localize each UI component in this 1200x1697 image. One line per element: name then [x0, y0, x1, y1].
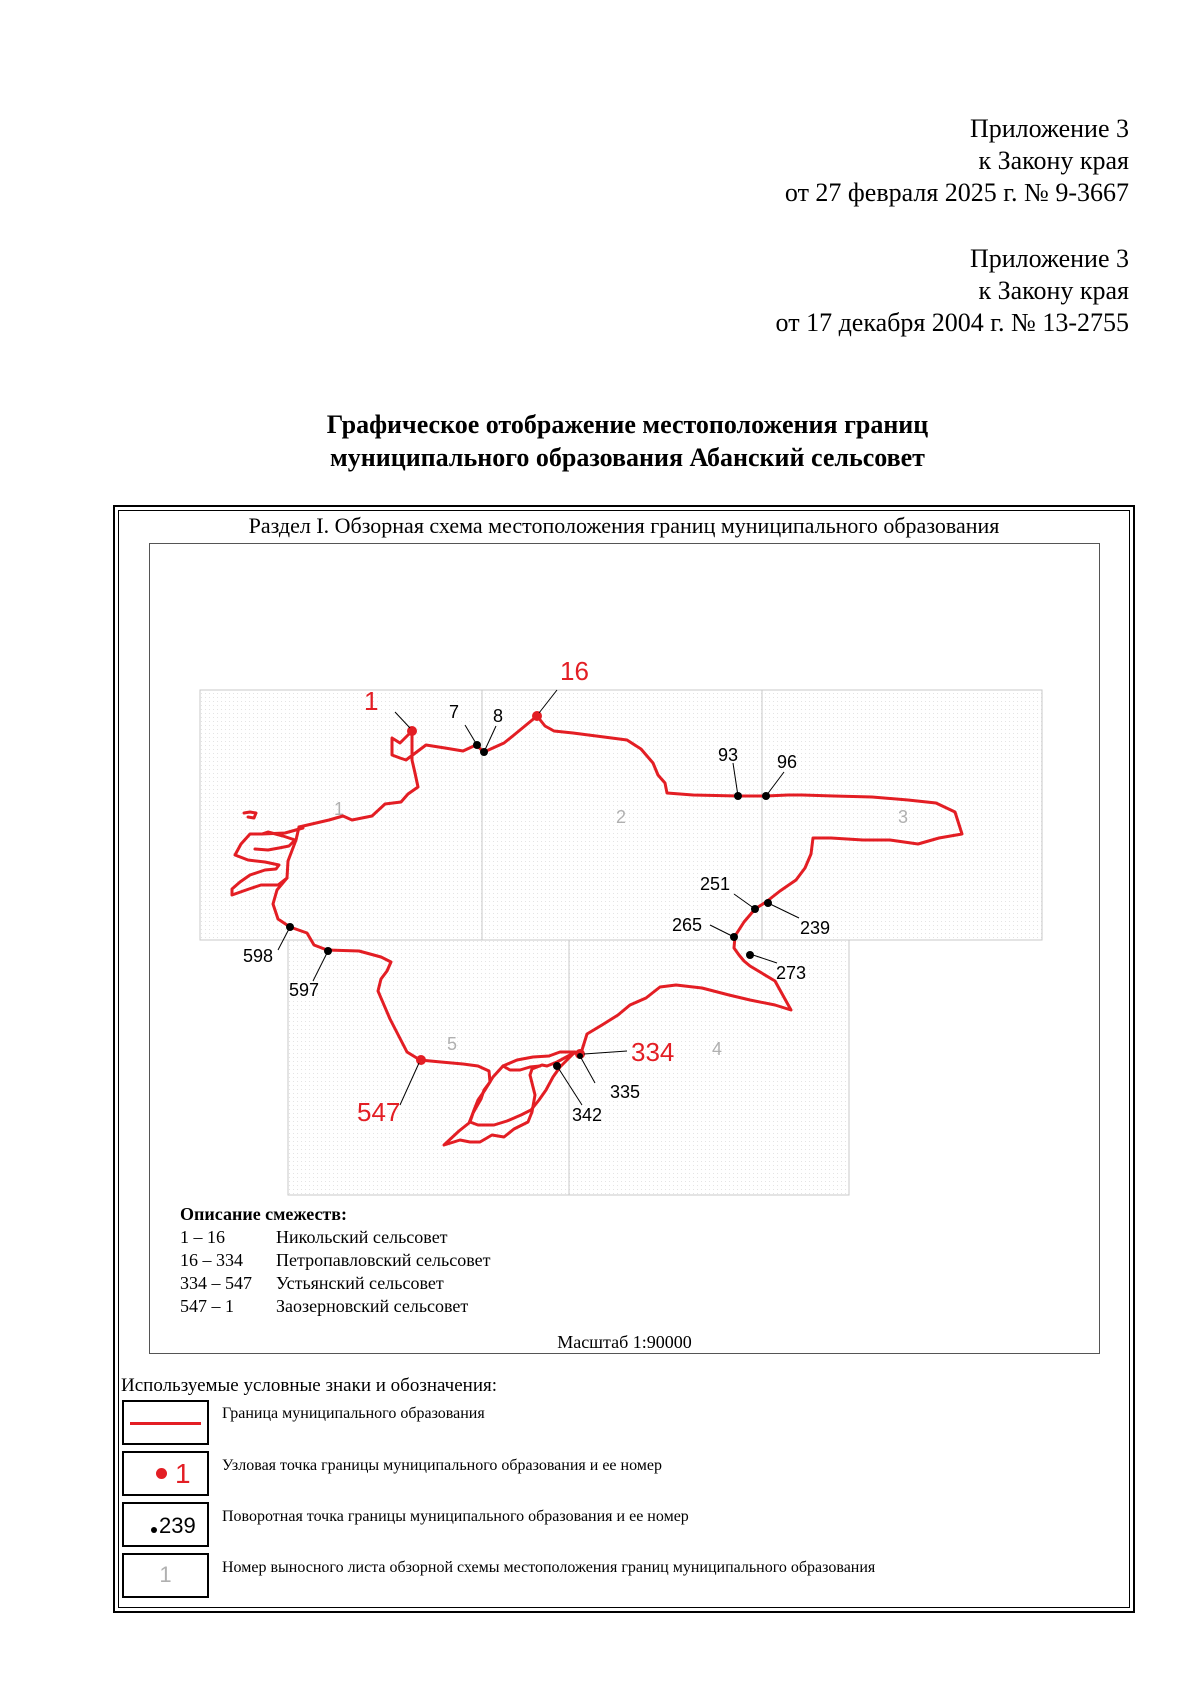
- turn-point-598: [286, 923, 294, 931]
- turn-point-239: [764, 899, 772, 907]
- legend-symbol-turn-point: [122, 1502, 209, 1547]
- title-line: Графическое отображение местоположения границ: [326, 410, 929, 439]
- turn-point-label: 96: [777, 752, 798, 772]
- sheet-number-label: 1: [333, 799, 345, 819]
- adjacency-neighbor: Петропавловский сельсовет: [276, 1250, 491, 1270]
- turn-point-label: 239: [800, 918, 831, 938]
- adjacency-neighbor: Никольский сельсовет: [276, 1227, 448, 1247]
- adjacency-row: [180, 1272, 444, 1294]
- sheet-4: [569, 940, 849, 1195]
- header-line: Приложение 3: [969, 244, 1129, 273]
- sheet-number-label: 4: [711, 1039, 723, 1059]
- turn-point-label: 342: [572, 1105, 603, 1125]
- nodal-point-label: 547: [357, 1097, 401, 1127]
- header-line: от 17 декабря 2004 г. № 13-2755: [775, 308, 1129, 337]
- turn-point-7: [473, 741, 481, 749]
- header-line: Приложение 3: [969, 114, 1129, 143]
- turn-point-label: 597: [289, 980, 320, 1000]
- map-scale: Масштаб 1:90000: [557, 1332, 692, 1352]
- turn-point-label: 335: [610, 1082, 641, 1102]
- legend-symbol-label: 239: [159, 1513, 196, 1538]
- header-line: к Закону края: [978, 276, 1129, 305]
- nodal-point-symbol: [130, 1456, 191, 1492]
- turn-point-342: [553, 1062, 561, 1070]
- boundary-line-symbol: [130, 1422, 201, 1425]
- adjacency-row: [180, 1226, 448, 1248]
- legend-symbol-boundary: [122, 1400, 209, 1445]
- nodal-point-16: [532, 711, 542, 721]
- turn-point-96: [762, 792, 770, 800]
- nodal-point-label: 1: [364, 686, 379, 716]
- legend-text: Поворотная точка границы муниципального образования и ее номер: [222, 1508, 689, 1525]
- legend-symbol-nodal-point: [122, 1451, 209, 1496]
- turn-point-label: 265: [672, 915, 703, 935]
- nodal-point-label: 16: [560, 656, 589, 686]
- sheet-number-label: 5: [446, 1034, 458, 1054]
- legend-symbol-label: 1: [159, 1562, 172, 1587]
- nodal-point-547: [416, 1055, 426, 1065]
- header-line: к Закону края: [978, 146, 1129, 175]
- adjacency-neighbor: Устьянский сельсовет: [276, 1273, 444, 1293]
- adjacency-row: [180, 1295, 468, 1317]
- turn-point-label: 598: [243, 946, 274, 966]
- section-title: Раздел I. Обзорная схема местоположения границ муниципального образования: [248, 513, 1000, 538]
- turn-point-273: [746, 951, 754, 959]
- black-dot-icon: [151, 1527, 157, 1533]
- turn-point-265: [730, 933, 738, 941]
- adjacency-range: 334 – 547: [180, 1273, 252, 1293]
- legend-symbol-sheet-number: [122, 1553, 209, 1598]
- turn-point-8: [480, 748, 488, 756]
- turn-point-597: [324, 947, 332, 955]
- legend-text: Номер выносного листа обзорной схемы местоположения границ муниципального образования: [222, 1559, 876, 1576]
- turn-point-label: 8: [493, 706, 504, 726]
- sheet-number-label: 2: [615, 807, 627, 827]
- title-line: муниципального образования Абанский сельсовет: [330, 443, 925, 472]
- turn-point-335: [577, 1053, 583, 1059]
- turn-point-label: 7: [449, 702, 460, 722]
- red-dot-icon: [156, 1468, 167, 1479]
- adjacency-row: [180, 1249, 490, 1271]
- sheet-number-label: 3: [897, 807, 909, 827]
- header-line: от 27 февраля 2025 г. № 9-3667: [784, 178, 1129, 207]
- adjacency-neighbor: Заозерновский сельсовет: [276, 1296, 469, 1316]
- adjacency-range: 547 – 1: [180, 1296, 234, 1316]
- turn-point-symbol: [126, 1512, 196, 1540]
- turn-point-label: 93: [718, 745, 739, 765]
- legend-symbol-label: 1: [175, 1458, 191, 1489]
- turn-point-label: 273: [776, 963, 807, 983]
- adjacency-range: 16 – 334: [180, 1250, 243, 1270]
- legend-text: Узловая точка границы муниципального образования и ее номер: [222, 1457, 663, 1474]
- legend-text: Граница муниципального образования: [222, 1405, 485, 1422]
- adjacency-range: 1 – 16: [180, 1227, 225, 1247]
- sheet-grid: [200, 690, 1042, 1195]
- nodal-point-label: 334: [631, 1037, 675, 1067]
- nodal-point-1: [407, 726, 417, 736]
- turn-point-label: 251: [700, 874, 731, 894]
- legend-title: Используемые условные знаки и обозначения:: [121, 1375, 498, 1396]
- adjacency-title: Описание смежеств:: [180, 1204, 347, 1224]
- turn-point-251: [751, 905, 759, 913]
- turn-point-93: [734, 792, 742, 800]
